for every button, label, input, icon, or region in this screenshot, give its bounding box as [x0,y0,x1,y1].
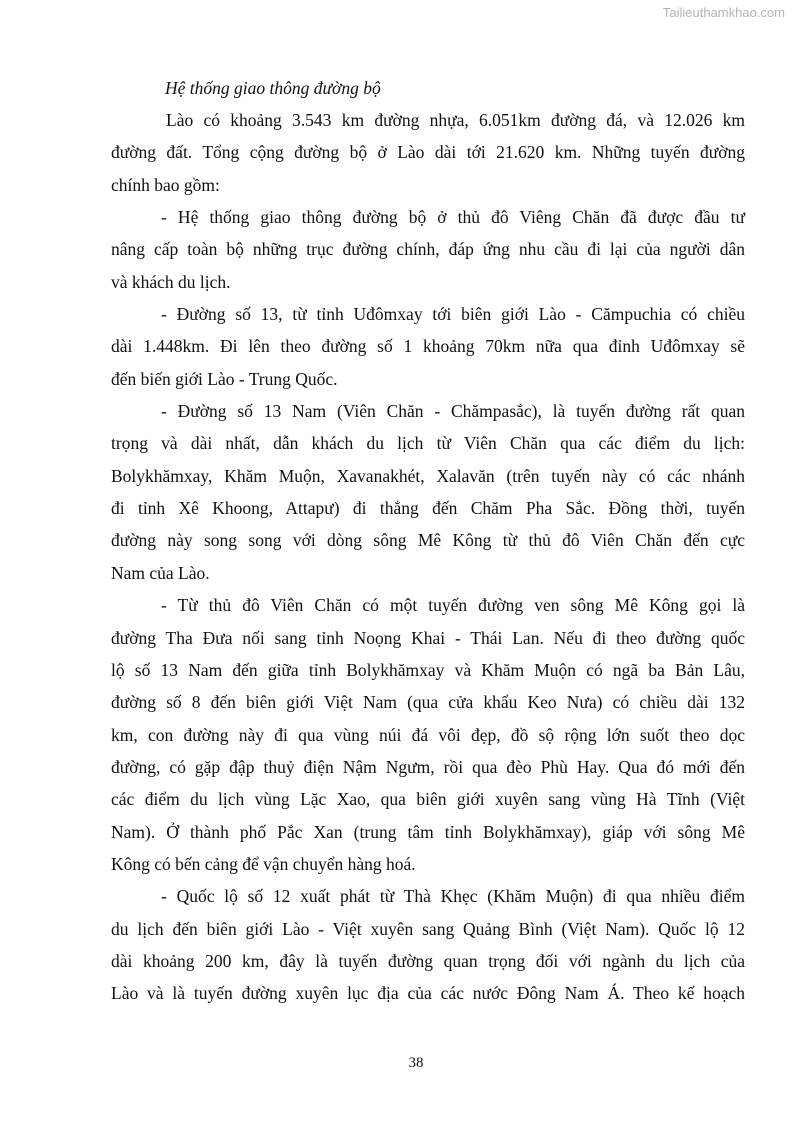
text-line: - Từ thủ đô Viên Chăn có một tuyến đường ven sông Mê Kông gọi là [161,595,745,616]
watermark: Tailieuthamkhao.com [662,5,785,20]
text-line: chính bao gồm: [111,174,220,195]
paragraph [111,201,745,298]
text-line: - Đường số 13 Nam (Viên Chăn - Chămpasắc), là tuyến đường rất quan [161,401,745,422]
paragraph [111,104,745,201]
text-line: lộ số 13 Nam đến giữa tỉnh Bolykhămxay và Khăm Muộn có ngã ba Bản Lâu, [111,659,745,680]
text-line: - Đường số 13, từ tỉnh Uđômxay tới biên giới Lào - Cămpuchia có chiều [161,304,745,325]
document-body [111,104,745,1010]
text-line: đến biến giới Lào - Trung Quốc. [111,368,338,389]
section-heading: Hệ thống giao thông đường bộ [165,78,381,98]
text-line: Bolykhămxay, Khăm Muộn, Xavanakhét, Xalavăn (trên tuyến này có các nhánh [111,465,745,486]
text-line: - Quốc lộ số 12 xuất phát từ Thà Khẹc (Khăm Muộn) đi qua nhiều điểm [161,886,745,907]
text-line: trọng và dài nhất, dẫn khách du lịch từ Viên Chăn qua các điểm du lịch: [111,433,745,454]
text-line: đường Tha Đưa nối sang tỉnh Noọng Khai - Thái Lan. Nếu đi theo đường quốc [111,627,745,648]
text-line: km, con đường này đi qua vùng núi đá vôi đẹp, đồ sộ rộng lớn suốt theo dọc [111,724,745,745]
text-line: đường số 8 đến biên giới Việt Nam (qua cửa khẩu Keo Nưa) có chiều dài 132 [111,692,745,713]
page-number: 38 [408,1055,424,1071]
text-line: dài 1.448km. Đi lên theo đường số 1 khoảng 70km nữa qua đỉnh Uđômxay sẽ [111,336,745,357]
text-line: du lịch đến biên giới Lào - Việt xuyên sang Quảng Bình (Việt Nam). Quốc lộ 12 [111,918,745,939]
paragraph [111,395,745,589]
text-line: Lào có khoảng 3.543 km đường nhựa, 6.051km đường đá, và 12.026 km [166,110,745,130]
text-line: đường, có gặp đập thuỷ điện Nậm Ngưm, rồi qua đèo Phù Hay. Qua đó mới đến [111,756,745,777]
paragraph [111,880,745,1009]
text-line: đường này song song với dòng sông Mê Kông từ thủ đô Viên Chăn đến cực [111,530,745,551]
text-line: Kông có bến cảng để vận chuyển hàng hoá. [111,853,416,874]
text-line: nâng cấp toàn bộ những trục đường chính, đáp ứng nhu cầu đi lại của người dân [111,239,745,260]
text-line: đi tỉnh Xê Khoong, Attapư) đi thẳng đến Chăm Pha Sắc. Đồng thời, tuyến [111,498,745,519]
text-line: - Hệ thống giao thông đường bộ ở thủ đô Viêng Chăn đã được đầu tư [161,207,745,228]
text-line: dài khoảng 200 km, đây là tuyến đường quan trọng đối với ngành du lịch của [111,950,745,971]
text-line: Nam). Ở thành phố Pắc Xan (trung tâm tỉnh Bolykhămxay), giáp với sông Mê [111,821,745,842]
text-line: Lào và là tuyến đường xuyên lục địa của các nước Đông Nam Á. Theo kế hoạch [111,983,745,1004]
text-line: các điểm du lịch vùng Lặc Xao, qua biên giới xuyên sang vùng Hà Tĩnh (Việt [111,789,745,810]
paragraph [111,589,745,880]
text-line: Nam của Lào. [111,562,210,583]
paragraph [111,298,745,395]
text-line: đường đất. Tổng cộng đường bộ ở Lào dài tới 21.620 km. Những tuyến đường [111,142,745,163]
text-line: và khách du lịch. [111,271,231,292]
